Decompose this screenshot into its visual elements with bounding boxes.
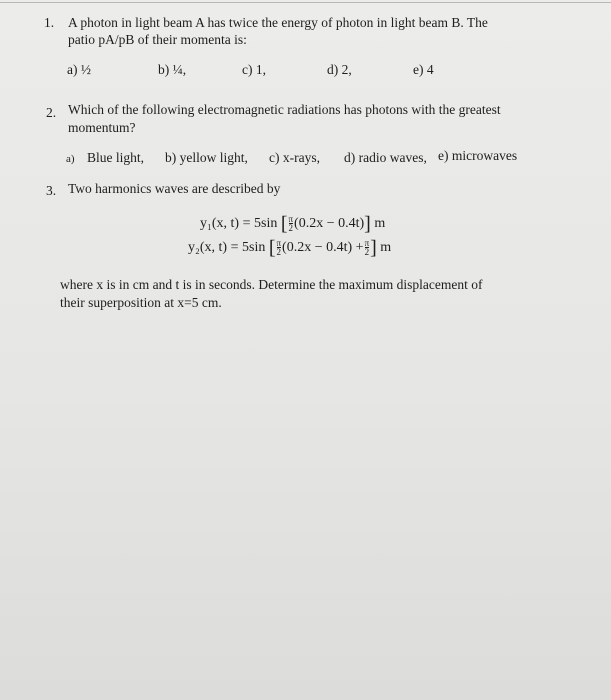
question-2-option-a-letter: a)	[66, 153, 75, 165]
fraction-numerator: π	[288, 214, 294, 225]
fraction-denominator: 2	[276, 247, 282, 258]
equation-y1-pi-over-2	[289, 215, 294, 232]
question-2-number: 2.	[46, 105, 57, 120]
page-top-edge	[0, 2, 611, 3]
equation-y2-argument: (0.2x − 0.4t) +	[282, 240, 364, 255]
equation-y2	[188, 237, 391, 260]
question-3-number: 3.	[46, 183, 57, 198]
question-1-option-d: d) 2,	[327, 62, 352, 77]
fraction-denominator: 2	[288, 223, 294, 234]
question-1-line-1: A photon in light beam A has twice the energy of photon in light beam B. The	[68, 15, 488, 30]
equation-y1-lhs: y₁(x, t) = 5sin	[200, 216, 278, 231]
question-3-line-1: Two harmonics waves are described by	[68, 181, 281, 196]
question-2-option-a: Blue light,	[87, 150, 144, 165]
question-2-option-d: d) radio waves,	[344, 150, 427, 165]
question-2-option-b: b) yellow light,	[165, 150, 248, 165]
fraction-numerator: π	[364, 238, 370, 249]
question-1-option-e: e) 4	[413, 62, 434, 77]
equation-y2-pi-over-2	[277, 239, 282, 256]
question-3-line-3: where x is in cm and t is in seconds. Determine the maximum displacement of	[60, 277, 483, 292]
question-3-line-4: their superposition at x=5 cm.	[60, 295, 222, 310]
question-2-option-c: c) x-rays,	[269, 150, 320, 165]
equation-y1-argument: (0.2x − 0.4t)	[294, 216, 365, 231]
equation-y2-unit: m	[380, 240, 392, 255]
question-1-option-a: a) ½	[67, 62, 91, 77]
equation-y1-unit: m	[374, 216, 386, 231]
equation-y1-close-bracket: ]	[364, 213, 371, 235]
equation-y2-lhs: y₂(x, t) = 5sin	[188, 240, 266, 255]
equation-y2-close-bracket: ]	[370, 237, 377, 259]
equation-y2-phase-pi-over-2	[365, 239, 370, 256]
equation-y1	[200, 213, 385, 236]
question-1-number: 1.	[44, 15, 55, 30]
fraction-numerator: π	[276, 238, 282, 249]
question-1-option-b: b) ¼,	[158, 62, 187, 77]
question-2-line-1: Which of the following electromagnetic radiations has photons with the greatest	[68, 102, 501, 117]
question-2-option-e: e) microwaves	[438, 148, 518, 163]
fraction-denominator: 2	[364, 247, 370, 258]
equation-y1-open-bracket: [	[280, 213, 288, 235]
equation-y2-open-bracket: [	[268, 237, 276, 259]
question-1-option-c: c) 1,	[242, 62, 266, 77]
question-2-line-2: momentum?	[68, 120, 136, 135]
question-1-line-2: patio pA/pB of their momenta is:	[68, 32, 247, 47]
